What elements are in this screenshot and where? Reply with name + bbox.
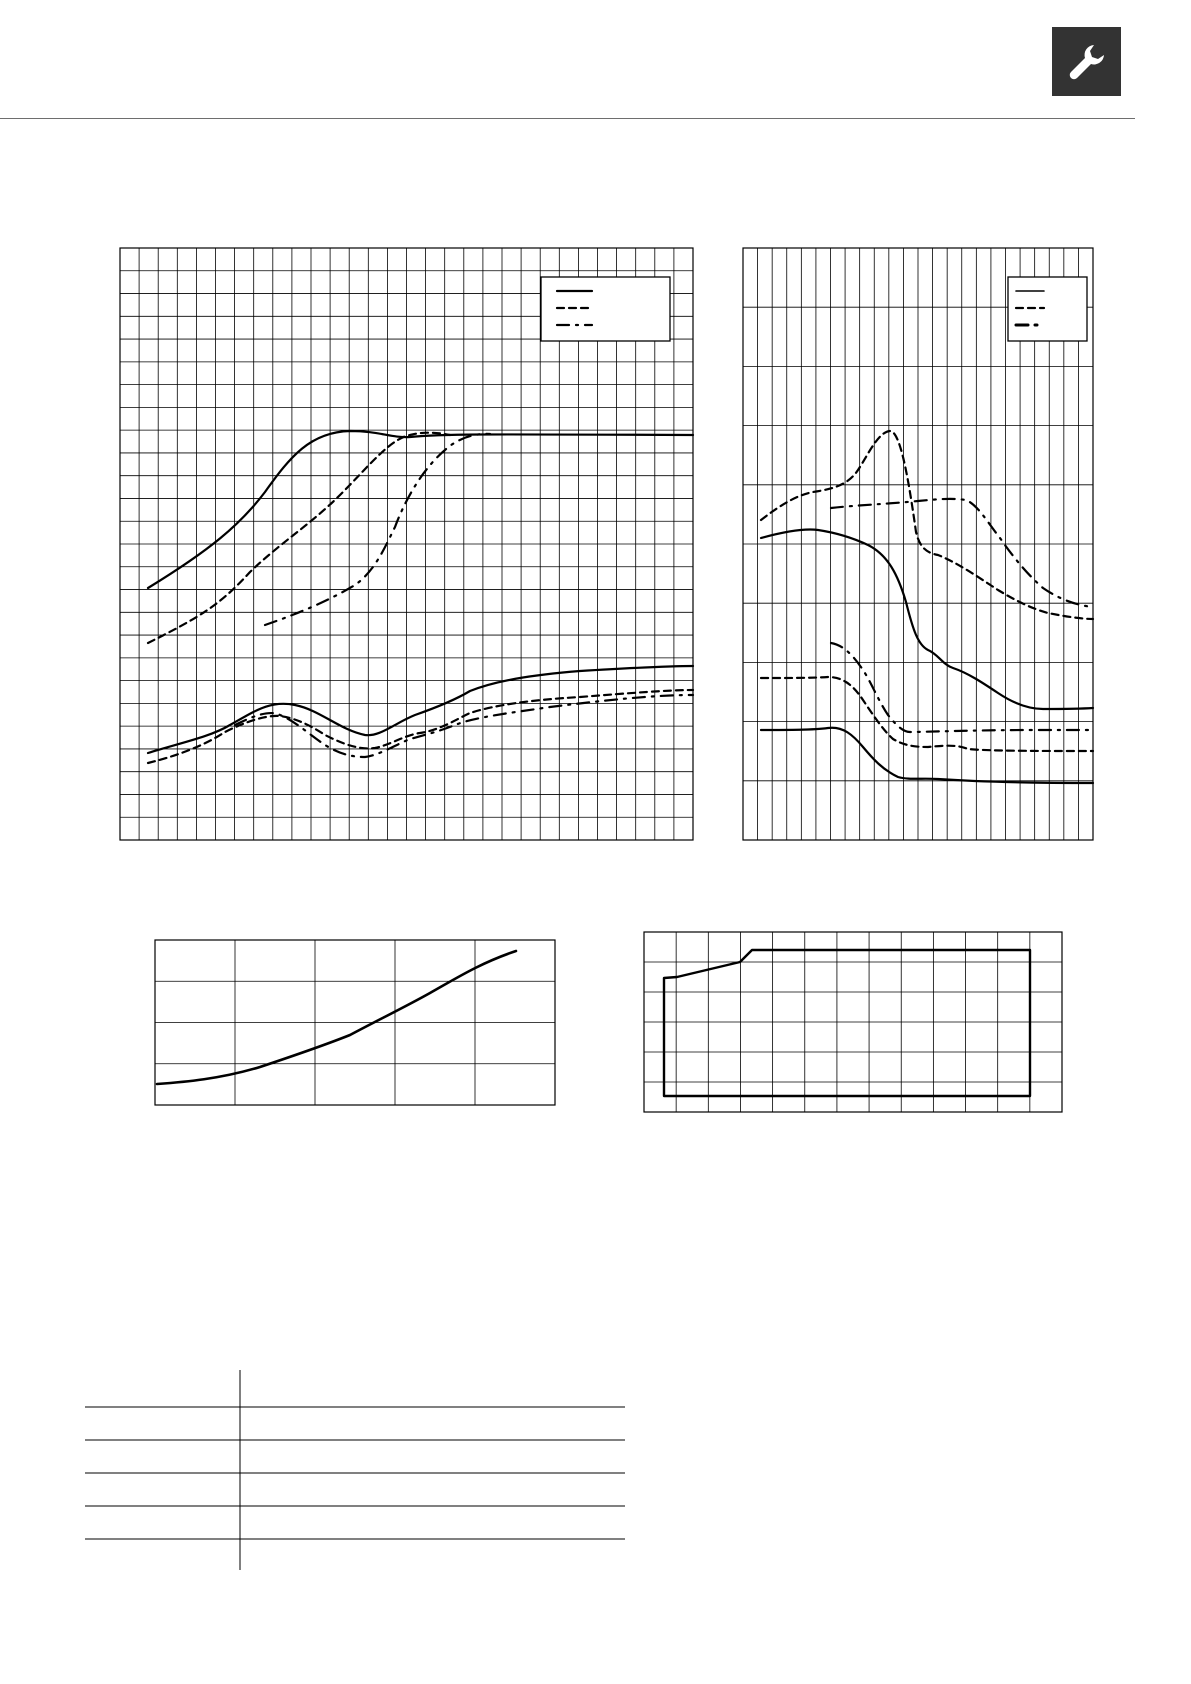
series-dash-low [761,677,1093,751]
chart-top-right-legend [1008,277,1087,341]
series-solid-upper [148,431,693,588]
chart-top-right [738,245,1098,845]
series-solid-lower [148,666,693,753]
chart-bottom-left [150,935,560,1110]
series-dash-high [761,431,1093,619]
chart-top-left [110,245,700,845]
chart-bottom-left-grid [155,940,555,1105]
series-bottom-right [664,950,1030,1096]
series-solid-low [761,728,1093,783]
series-solid-mid [761,529,1093,709]
series-dashdot-upper [265,434,490,625]
wrench-icon [1064,39,1110,85]
table-grid [85,1370,625,1570]
header-divider [0,118,1135,119]
data-table [85,1370,625,1570]
tool-badge [1052,27,1121,96]
chart-top-left-legend [541,277,670,341]
chart-bottom-right-grid [644,932,1062,1112]
chart-bottom-right [640,930,1070,1115]
